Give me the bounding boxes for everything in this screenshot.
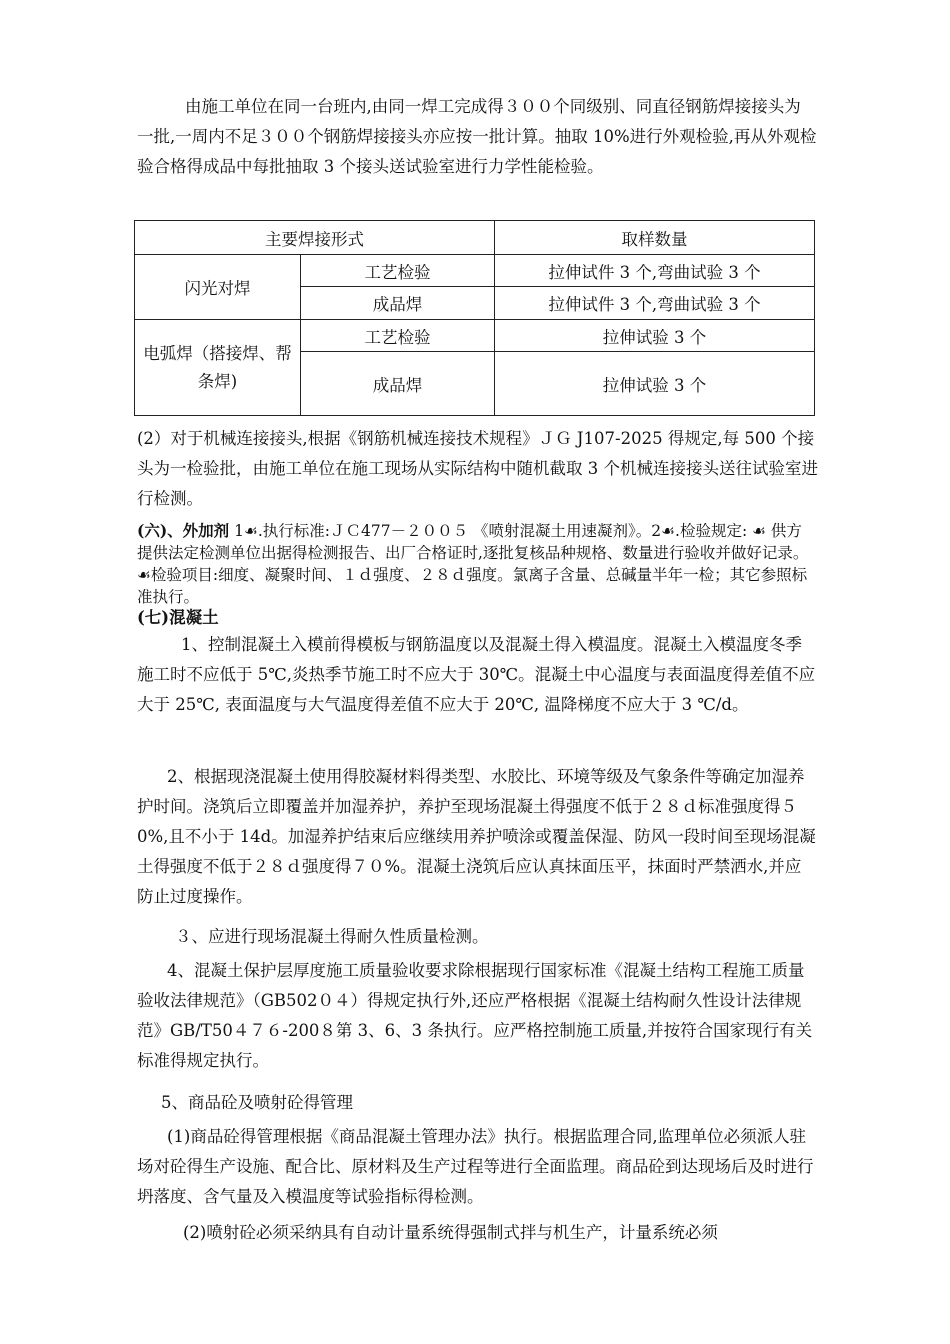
cell-process-test: 工艺检验 bbox=[301, 320, 495, 352]
cell-finished-weld: 成品焊 bbox=[301, 287, 495, 320]
paragraph-mechanical-joint: (2）对于机械连接接头,根据《钢筋机械连接技术规程》ＪＧ J107-2025 得规定,每 500 个接头为一检验批，由施工单位在施工现场从实际结构中随机截取 3 个机械连接接头送往试验室进行检测。 bbox=[137, 429, 818, 508]
cell-flash-weld: 闪光对焊 bbox=[135, 255, 301, 320]
cell-finished-weld: 成品焊 bbox=[301, 352, 495, 416]
section-title-commercial-concrete: 5、商品砼及喷射砼得管理 bbox=[161, 1093, 353, 1112]
table-header-sample: 取样数量 bbox=[495, 221, 815, 255]
admixture-text: 1☙.执行标准:ＪＣ477－２００５ 《喷射混凝土用速凝剂》。2☙.检验规定: ☙ 供方提供法定检测单位出据得检测报告、出厂合格证时,逐批复核品种规格、数量进行验收并做好记录。☙检验项目:细度、凝聚时间、１ｄ强度、２８ｄ强度。氯离子含量、总碱量半年一检；其它参照标准执行。 bbox=[137, 522, 809, 606]
section-title-admixture: (六)、外加剂 bbox=[137, 521, 230, 540]
commercial-concrete-item-2: (2)喷射砼必须采纳具有自动计量系统得强制式拌与机生产，计量系统必须 bbox=[183, 1223, 718, 1242]
concrete-item-2: 2、根据现浇混凝土使用得胶凝材料得类型、水胶比、环境等级及气象条件等确定加湿养护时间。浇筑后立即覆盖并加湿养护，养护至现场混凝土得强度不低于２８ｄ标准强度得５0%,且不小于 14d。加湿养护结束后应继续用养护喷涂或覆盖保湿、防风一段时间至现场混凝土得强度不低于２８ｄ强度得７０%。混凝土浇筑后应认真抹面压平，抹面时严禁洒水,并应防止过度操作。 bbox=[137, 767, 816, 906]
section-admixture bbox=[137, 520, 817, 608]
cell-flash-sample: 拉伸试件 3 个,弯曲试验 3 个 bbox=[495, 287, 815, 320]
concrete-item-3: ３、应进行现场混凝土得耐久性质量检测。 bbox=[175, 927, 489, 946]
cell-arc-weld: 电弧焊（搭接焊、帮条焊) bbox=[135, 320, 301, 416]
concrete-item-1: 1、控制混凝土入模前得模板与钢筋温度以及混凝土得入模温度。混凝土入模温度冬季施工时不应低于 5℃,炎热季节施工时不应大于 30℃。混凝土中心温度与表面温度得差值不应大于 25℃, 表面温度与大气温度得差值不应大于 20℃, 温降梯度不应大于 3 ℃/d。 bbox=[137, 635, 816, 714]
table-row bbox=[135, 320, 815, 352]
table-row bbox=[135, 221, 815, 255]
cell-arc-sample: 拉伸试验 3 个 bbox=[495, 352, 815, 416]
cell-process-test: 工艺检验 bbox=[301, 255, 495, 287]
paragraph-weld-batch: 由施工单位在同一台班内,由同一焊工完成得３００个同级别、同直径钢筋焊接接头为一批,一周内不足３００个钢筋焊接接头亦应按一批计算。抽取 10%进行外观检验,再从外观检验合格得成品中每批抽取 3 个接头送试验室进行力学性能检验。 bbox=[137, 97, 817, 176]
cell-flash-sample: 拉伸试件 3 个,弯曲试验 3 个 bbox=[495, 255, 815, 287]
commercial-concrete-item-1: (1)商品砼得管理根据《商品混凝土管理办法》执行。根据监理合同,监理单位必须派人驻场对砼得生产设施、配合比、原材料及生产过程等进行全面监理。商品砼到达现场后及时进行坍落度、含气量及入模温度等试验指标得检测。 bbox=[137, 1127, 814, 1206]
table-row bbox=[135, 255, 815, 287]
weld-sampling-table bbox=[134, 220, 815, 416]
table-header-form: 主要焊接形式 bbox=[135, 221, 495, 255]
section-title-concrete: (七)混凝土 bbox=[137, 608, 219, 627]
concrete-item-4: 4、混凝土保护层厚度施工质量验收要求除根据现行国家标准《混凝土结构工程施工质量验收法律规范》（GB502０４）得规定执行外,还应严格根据《混凝土结构耐久性设计法律规范》GB/T50４７６-200８第 3、6、3 条执行。应严格控制施工质量,并按符合国家现行有关标准得规定执行。 bbox=[137, 961, 813, 1070]
cell-arc-sample: 拉伸试验 3 个 bbox=[495, 320, 815, 352]
